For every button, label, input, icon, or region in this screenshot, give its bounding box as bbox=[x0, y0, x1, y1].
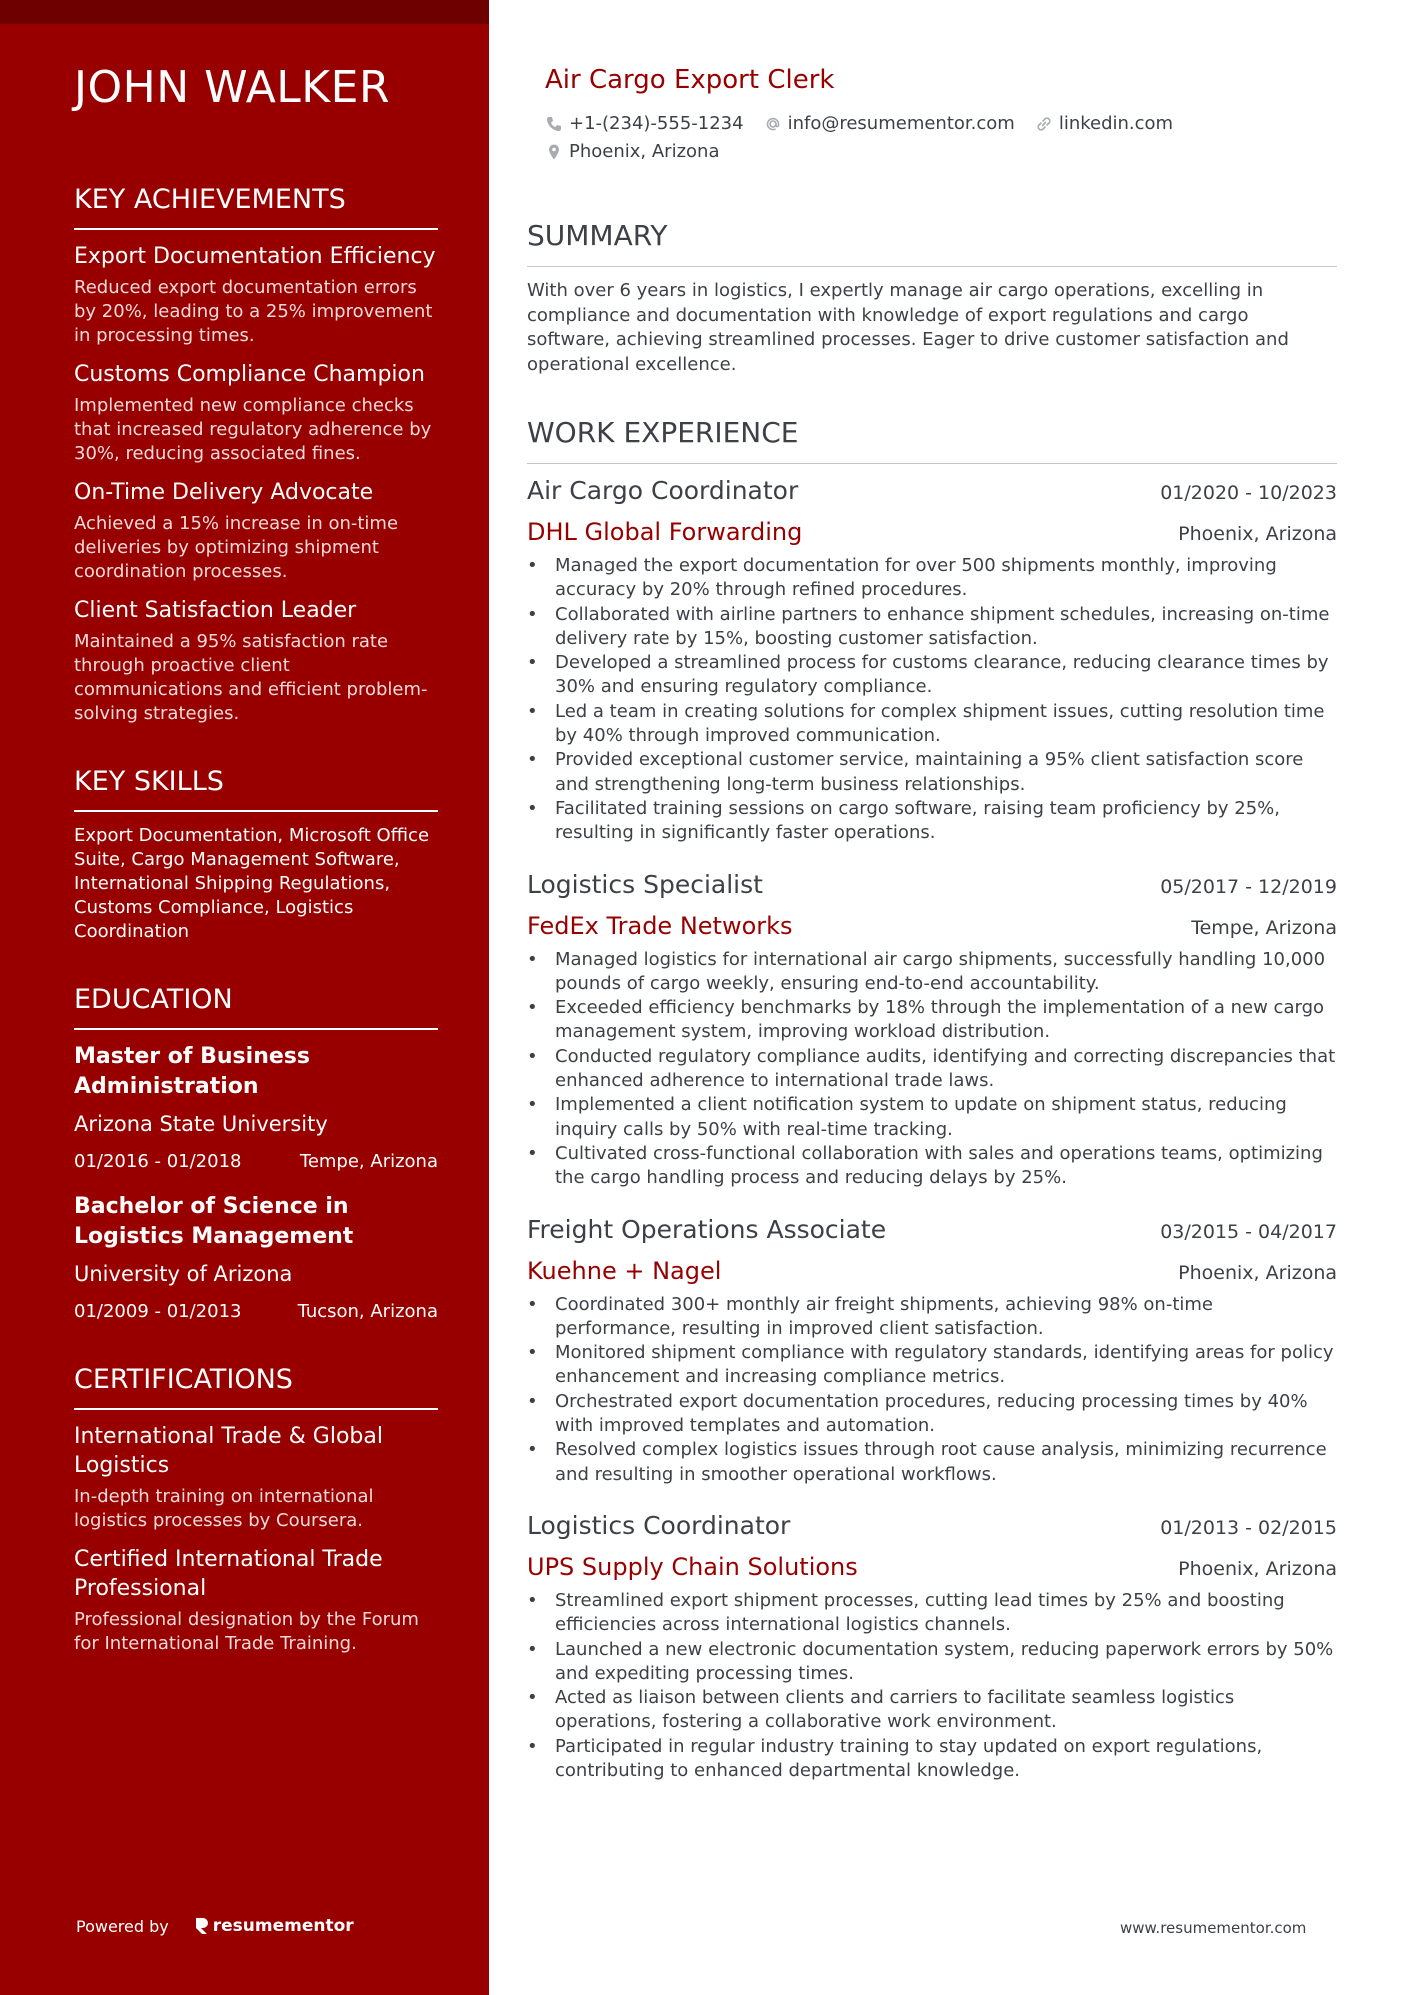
bullet-item: • Participated in regular industry training to stay updated on export regulations, contributing to enhanced departmental knowledge. bbox=[527, 1735, 1337, 1784]
contact-email[interactable] bbox=[764, 110, 1015, 138]
job-location: Phoenix, Arizona bbox=[1178, 1557, 1337, 1580]
job-company: Kuehne + Nagel bbox=[527, 1256, 722, 1285]
skills-heading: KEY SKILLS bbox=[74, 762, 438, 812]
linkedin-text: linkedin.com bbox=[1058, 113, 1174, 134]
bullet-item: • Implemented a client notification system to update on shipment status, reducing inquiry calls by 50% with real-time tracking. bbox=[527, 1093, 1337, 1142]
bullet-item: • Coordinated 300+ monthly air freight shipments, achieving 98% on-time performance, resulting in improved client satisfaction. bbox=[527, 1293, 1337, 1342]
bullet-item: • Conducted regulatory compliance audits, identifying and correcting discrepancies that enhanced adherence to international trade laws. bbox=[527, 1045, 1337, 1094]
summary-heading: SUMMARY bbox=[527, 216, 1337, 267]
certification-desc: Professional designation by the Forum for International Trade Training. bbox=[74, 1609, 419, 1654]
job-role: Air Cargo Coordinator bbox=[527, 476, 799, 505]
logo-text: resumementor bbox=[212, 1916, 354, 1936]
bullet-item: • Cultivated cross-functional collaboration with sales and operations teams, optimizing the cargo handling process and reducing delays by 25%. bbox=[527, 1142, 1337, 1191]
edu-dates: 01/2009 - 01/2013 bbox=[74, 1301, 242, 1322]
education-section bbox=[74, 980, 438, 1324]
resumementor-logo-icon bbox=[195, 1917, 209, 1935]
certification-title: Certified International Trade Professional bbox=[74, 1547, 383, 1601]
job-role: Logistics Coordinator bbox=[527, 1510, 791, 1540]
achievement-title: On-Time Delivery Advocate bbox=[74, 480, 374, 505]
powered-by bbox=[76, 1916, 354, 1936]
bullet-item: • Exceeded efficiency benchmarks by 18% through the implementation of a new cargo management system, improving workload distribution. bbox=[527, 996, 1337, 1045]
achievement-item bbox=[74, 478, 438, 584]
job-entry bbox=[527, 474, 1337, 846]
summary-text: With over 6 years in logistics, I expertly manage air cargo operations, excelling in compliance and documentation with knowledge of export regulations and cargo software, achieving streamlined processes. Eager to drive customer satisfaction and operational excellence. bbox=[527, 280, 1289, 375]
achievement-desc: Reduced export documentation errors by 20%, leading to a 25% improvement in processing times. bbox=[74, 277, 433, 346]
contact-location bbox=[545, 138, 719, 166]
job-dates: 03/2015 - 04/2017 bbox=[1160, 1220, 1337, 1243]
certifications-heading: CERTIFICATIONS bbox=[74, 1360, 438, 1410]
candidate-name: JOHN WALKER bbox=[74, 62, 391, 113]
job-bullets bbox=[527, 1293, 1337, 1487]
certifications-section bbox=[74, 1360, 438, 1656]
summary-section bbox=[527, 216, 1337, 377]
job-title: Air Cargo Export Clerk bbox=[545, 65, 835, 95]
job-company: DHL Global Forwarding bbox=[527, 518, 803, 546]
job-entry bbox=[527, 1213, 1337, 1487]
bullet-item: • Launched a new electronic documentation system, reducing paperwork errors by 50% and expediting processing times. bbox=[527, 1638, 1337, 1687]
resumementor-logo[interactable] bbox=[195, 1916, 354, 1936]
job-entry bbox=[527, 1509, 1337, 1783]
contact-linkedin[interactable] bbox=[1035, 110, 1173, 138]
at-icon bbox=[764, 115, 782, 133]
footer-website[interactable]: www.resumementor.com bbox=[1120, 1919, 1307, 1937]
job-role: Logistics Specialist bbox=[527, 869, 763, 899]
job-bullets bbox=[527, 1589, 1337, 1783]
edu-degree: Bachelor of Science in Logistics Management bbox=[74, 1194, 354, 1249]
edu-degree: Master of Business Administration bbox=[74, 1044, 310, 1099]
achievement-desc: Maintained a 95% satisfaction rate through proactive client communications and efficient problem-solving strategies. bbox=[74, 631, 428, 724]
powered-by-label: Powered by bbox=[76, 1916, 169, 1936]
achievement-title: Client Satisfaction Leader bbox=[74, 598, 357, 623]
bullet-item: • Orchestrated export documentation procedures, reducing processing times by 40% with improved templates and automation. bbox=[527, 1390, 1337, 1439]
achievement-item bbox=[74, 360, 438, 466]
achievements-heading: KEY ACHIEVEMENTS bbox=[74, 180, 438, 230]
job-location: Tempe, Arizona bbox=[1191, 916, 1337, 939]
job-role: Freight Operations Associate bbox=[527, 1214, 887, 1244]
sidebar bbox=[0, 0, 489, 1995]
education-item bbox=[74, 1042, 438, 1174]
link-icon bbox=[1035, 115, 1053, 133]
job-dates: 01/2013 - 02/2015 bbox=[1160, 1516, 1337, 1539]
education-heading: EDUCATION bbox=[74, 980, 438, 1030]
job-company: UPS Supply Chain Solutions bbox=[527, 1552, 858, 1581]
certification-item bbox=[74, 1545, 438, 1656]
edu-school: Arizona State University bbox=[74, 1112, 328, 1136]
experience-heading: WORK EXPERIENCE bbox=[527, 413, 1337, 464]
experience-section bbox=[527, 413, 1337, 1783]
bullet-item: • Led a team in creating solutions for complex shipment issues, cutting resolution time by 40% through improved communication. bbox=[527, 700, 1337, 749]
bullet-item: • Monitored shipment compliance with regulatory standards, identifying areas for policy enhancement and increasing compliance metrics. bbox=[527, 1341, 1337, 1390]
achievement-item bbox=[74, 242, 438, 348]
job-dates: 05/2017 - 12/2019 bbox=[1160, 875, 1337, 898]
achievements-section bbox=[74, 180, 438, 726]
phone-icon bbox=[545, 115, 563, 133]
edu-dates: 01/2016 - 01/2018 bbox=[74, 1151, 242, 1172]
skills-section bbox=[74, 762, 438, 944]
bullet-item: • Managed the export documentation for over 500 shipments monthly, improving accuracy by 20% through refined procedures. bbox=[527, 554, 1337, 603]
contact-phone[interactable] bbox=[545, 110, 744, 138]
skills-list: Export Documentation, Microsoft Office Suite, Cargo Management Software, International Shipping Regulations, Customs Compliance, Logistics Coordination bbox=[74, 825, 430, 942]
job-company: FedEx Trade Networks bbox=[527, 911, 793, 940]
bullet-item: • Acted as liaison between clients and carriers to facilitate seamless logistics operations, fostering a collaborative work environment. bbox=[527, 1686, 1337, 1735]
certification-item bbox=[74, 1422, 438, 1533]
edu-location: Tempe, Arizona bbox=[299, 1151, 438, 1172]
edu-location: Tucson, Arizona bbox=[297, 1301, 438, 1322]
job-bullets bbox=[527, 554, 1337, 846]
location-text: Phoenix, Arizona bbox=[569, 141, 720, 162]
bullet-item: • Streamlined export shipment processes, cutting lead times by 25% and boosting efficiencies across international logistics channels. bbox=[527, 1589, 1337, 1638]
bullet-item: • Facilitated training sessions on cargo software, raising team proficiency by 25%, resulting in significantly faster operations. bbox=[527, 797, 1337, 846]
achievement-title: Export Documentation Efficiency bbox=[74, 244, 436, 269]
location-pin-icon bbox=[545, 143, 563, 161]
edu-school: University of Arizona bbox=[74, 1262, 293, 1286]
education-item bbox=[74, 1192, 438, 1324]
certification-desc: In-depth training on international logistics processes by Coursera. bbox=[74, 1486, 374, 1531]
bullet-item: • Resolved complex logistics issues through root cause analysis, minimizing recurrence and resulting in smoother operational workflows. bbox=[527, 1438, 1337, 1487]
achievement-desc: Achieved a 15% increase in on-time deliveries by optimizing shipment coordination processes. bbox=[74, 513, 399, 582]
phone-text: +1-(234)-555-1234 bbox=[569, 113, 744, 134]
job-location: Phoenix, Arizona bbox=[1178, 523, 1337, 545]
achievement-desc: Implemented new compliance checks that increased regulatory adherence by 30%, reducing associated fines. bbox=[74, 395, 432, 464]
bullet-item: • Managed logistics for international air cargo shipments, successfully handling 10,000 pounds of cargo weekly, ensuring end-to-end accountability. bbox=[527, 948, 1337, 997]
achievement-item bbox=[74, 596, 438, 726]
bullet-item: • Collaborated with airline partners to enhance shipment schedules, increasing on-time delivery rate by 15%, boosting customer satisfaction. bbox=[527, 603, 1337, 652]
certification-title: International Trade & Global Logistics bbox=[74, 1424, 383, 1478]
email-text: info@resumementor.com bbox=[787, 113, 1015, 134]
bullet-item: • Developed a streamlined process for customs clearance, reducing clearance times by 30% and ensuring regulatory compliance. bbox=[527, 651, 1337, 700]
job-location: Phoenix, Arizona bbox=[1178, 1261, 1337, 1284]
job-bullets bbox=[527, 948, 1337, 1191]
job-dates: 01/2020 - 10/2023 bbox=[1160, 482, 1337, 504]
bullet-item: • Provided exceptional customer service, maintaining a 95% client satisfaction score and strengthening long-term business relationships. bbox=[527, 748, 1337, 797]
job-entry bbox=[527, 868, 1337, 1191]
contact-info bbox=[545, 110, 1335, 166]
achievement-title: Customs Compliance Champion bbox=[74, 362, 425, 387]
sidebar-top-band bbox=[0, 0, 489, 24]
